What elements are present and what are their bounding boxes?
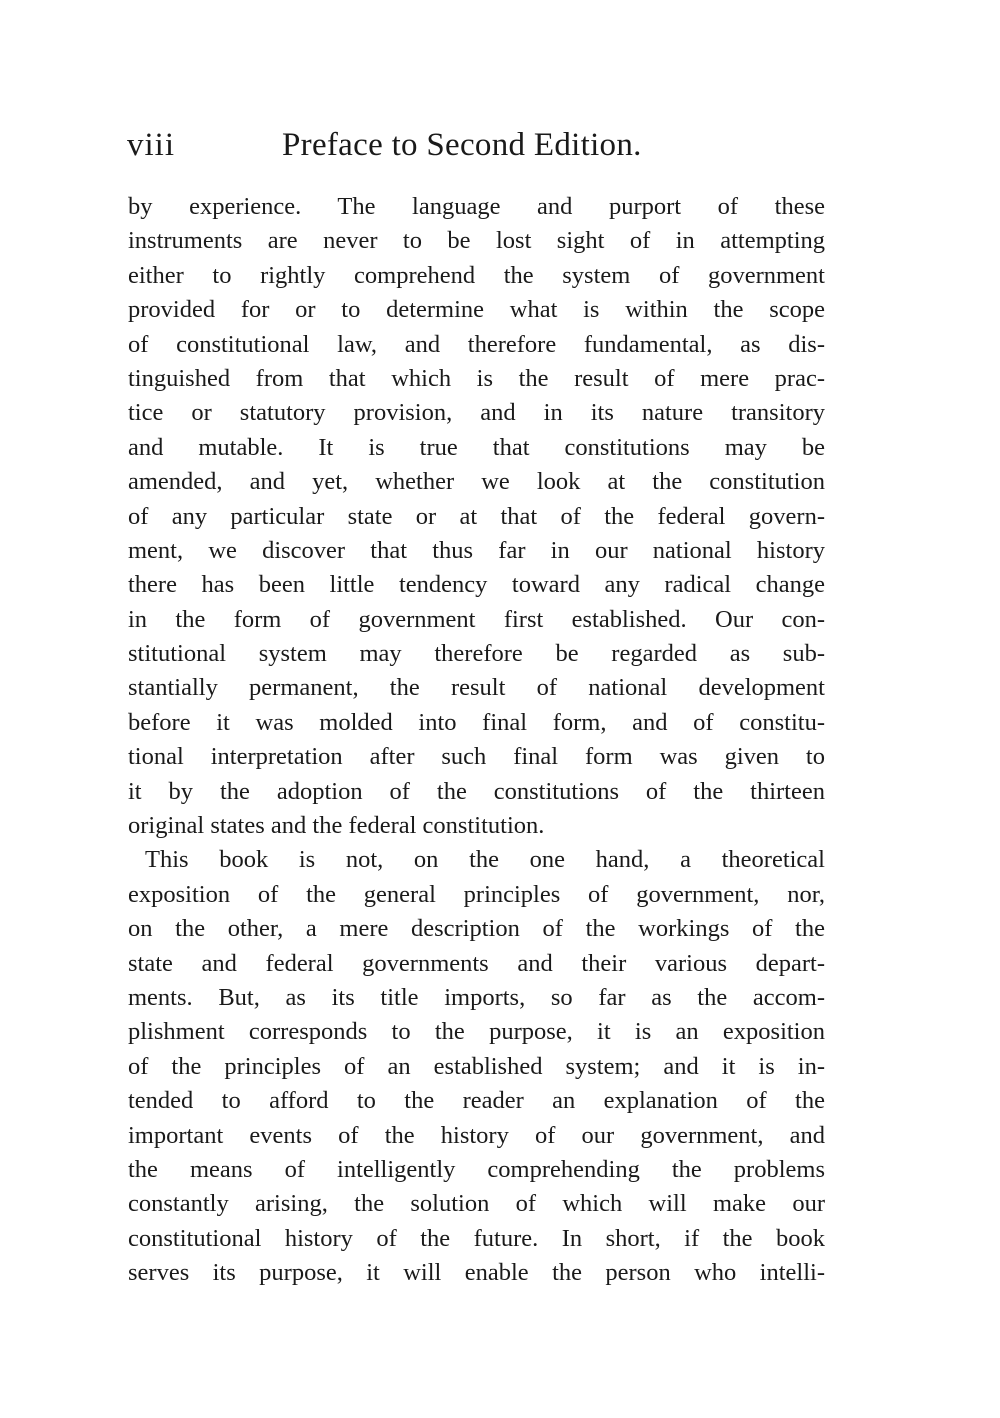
page-number: viii bbox=[127, 127, 176, 163]
text-line: of constitutional law, and therefore fundamental, as dis- bbox=[128, 330, 825, 358]
text-line: plishment corresponds to the purpose, it is an exposition bbox=[128, 1018, 825, 1046]
text-line: of any particular state or at that of the federal govern- bbox=[128, 502, 825, 530]
text-line: stantially permanent, the result of national development bbox=[128, 674, 825, 702]
text-line: provided for or to determine what is within the scope bbox=[128, 296, 825, 324]
text-line: ment, we discover that thus far in our national history bbox=[128, 536, 825, 564]
text-line: state and federal governments and their various depart- bbox=[128, 949, 825, 977]
text-line: constitutional history of the future. In short, if the book bbox=[128, 1224, 825, 1252]
text-line-paragraph-start: This book is not, on the one hand, a theoretical bbox=[145, 846, 825, 874]
text-line: serves its purpose, it will enable the person who intelli- bbox=[128, 1259, 825, 1287]
running-head bbox=[127, 120, 827, 170]
text-line: tional interpretation after such final form was given to bbox=[128, 743, 825, 771]
text-line: ments. But, as its title imports, so far as the accom- bbox=[128, 983, 825, 1011]
text-line: stitutional system may therefore be regarded as sub- bbox=[128, 640, 825, 668]
text-line: before it was molded into final form, and of constitu- bbox=[128, 708, 825, 736]
text-line: on the other, a mere description of the workings of the bbox=[128, 915, 825, 943]
running-title: Preface to Second Edition. bbox=[282, 127, 642, 163]
text-line: tended to afford to the reader an explanation of the bbox=[128, 1087, 825, 1115]
text-line: instruments are never to be lost sight of in attempting bbox=[128, 227, 825, 255]
text-line: there has been little tendency toward any radical change bbox=[128, 571, 825, 599]
text-line: constantly arising, the solution of which will make our bbox=[128, 1190, 825, 1218]
body-text bbox=[128, 190, 825, 1291]
text-line: in the form of government first established. Our con- bbox=[128, 605, 825, 633]
text-line: exposition of the general principles of government, nor, bbox=[128, 880, 825, 908]
text-line: important events of the history of our government, and bbox=[128, 1121, 825, 1149]
text-line: tinguished from that which is the result of mere prac- bbox=[128, 364, 825, 392]
text-line: and mutable. It is true that constitutions may be bbox=[128, 433, 825, 461]
text-line: it by the adoption of the constitutions of the thirteen bbox=[128, 777, 825, 805]
text-line: tice or statutory provision, and in its nature transitory bbox=[128, 399, 825, 427]
text-line: of the principles of an established system; and it is in- bbox=[128, 1052, 825, 1080]
text-line: the means of intelligently comprehending the problems bbox=[128, 1155, 825, 1183]
text-line-paragraph-end: original states and the federal constitution. bbox=[128, 812, 545, 840]
text-line: either to rightly comprehend the system of government bbox=[128, 261, 825, 289]
text-line: amended, and yet, whether we look at the constitution bbox=[128, 468, 825, 496]
text-line: by experience. The language and purport of these bbox=[128, 193, 825, 220]
